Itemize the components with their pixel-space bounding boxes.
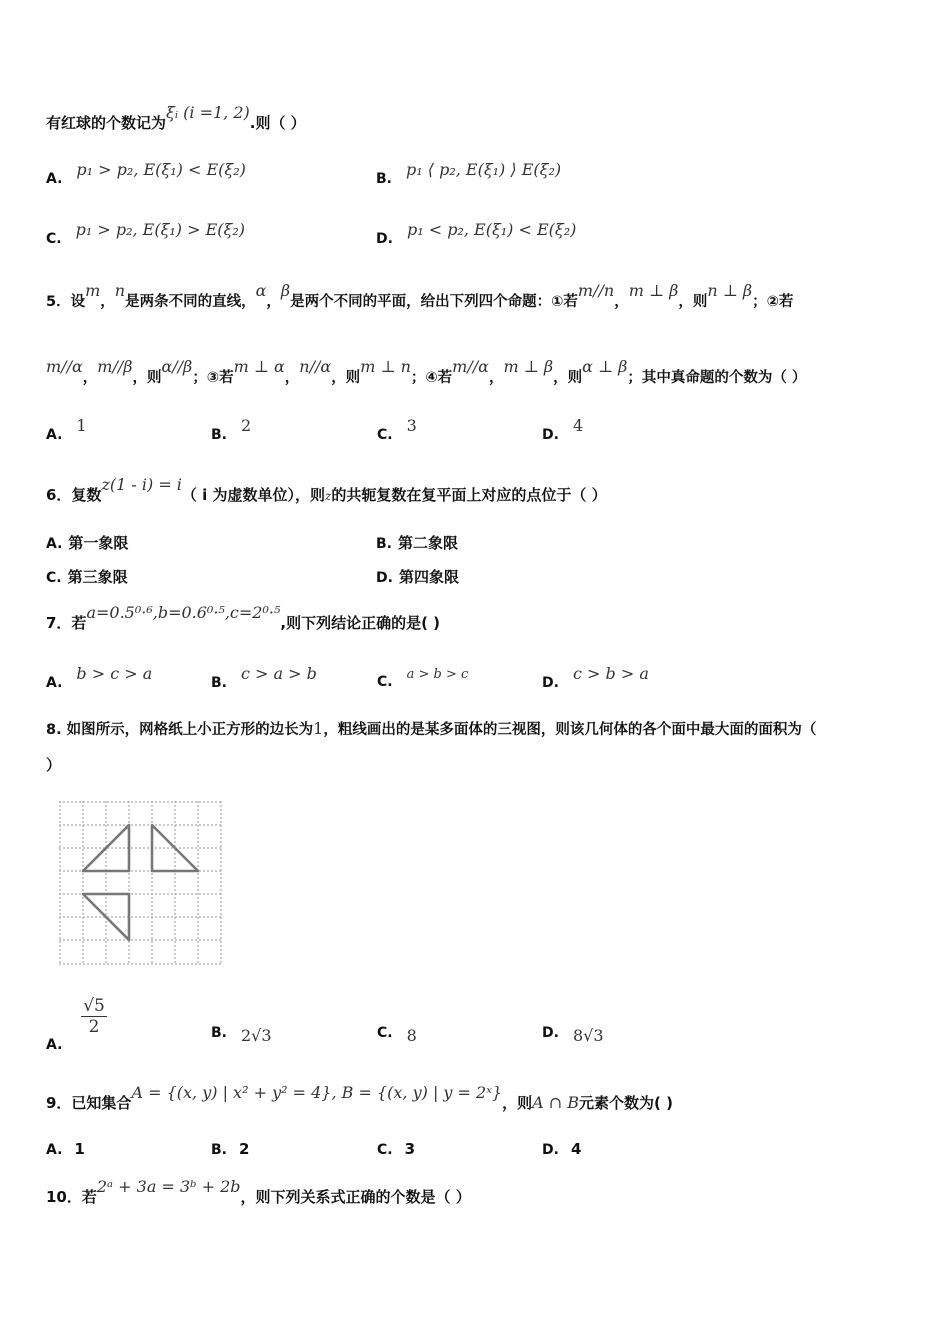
option-label: A. xyxy=(46,1142,63,1158)
text: ；②若 xyxy=(752,294,794,310)
q6-option-b xyxy=(376,532,458,553)
math-cond: m ⊥ β xyxy=(628,281,679,300)
q6-option-a xyxy=(46,532,128,553)
option-label: A. xyxy=(46,675,63,691)
math-m: m xyxy=(85,281,101,300)
option-label: D. xyxy=(376,570,393,586)
option-value: 第三象限 xyxy=(67,568,128,586)
option-label: B. xyxy=(211,1142,227,1158)
text: ,则下列结论正确的是( ) xyxy=(280,614,441,632)
q4-stem-text: 有红球的个数记为 xyxy=(46,114,167,132)
sep: ， xyxy=(266,294,281,310)
q5-option-d xyxy=(542,416,584,443)
math-beta: β xyxy=(280,281,291,300)
q4-stem xyxy=(46,103,306,133)
math-cond: α ⊥ β xyxy=(582,357,628,376)
q5-stem-line1 xyxy=(46,281,794,311)
text: 8. 如图所示，网格纸上小正方形的边长为 xyxy=(46,722,314,738)
grid-lines xyxy=(59,801,221,965)
option-label: D. xyxy=(542,1142,559,1158)
option-label: A. xyxy=(46,171,63,187)
option-value: c > b > a xyxy=(572,664,649,683)
option-label: C. xyxy=(46,570,62,586)
three-view-grid-figure xyxy=(56,798,224,968)
option-label: C. xyxy=(377,1025,393,1041)
option-value: 3 xyxy=(406,416,417,435)
math-cond: m ⊥ n xyxy=(360,357,411,376)
q5-stem-line2 xyxy=(46,357,807,387)
text: 是两个不同的平面，给出下列四个命题：①若 xyxy=(290,294,578,310)
option-value: b > c > a xyxy=(76,664,153,683)
text: 是两条不同的直线， xyxy=(125,294,256,310)
option-value: 4 xyxy=(570,1140,582,1158)
q4-option-d xyxy=(376,220,577,247)
sep: ， xyxy=(82,370,98,386)
option-label: A. xyxy=(46,536,63,552)
text: ） xyxy=(46,756,62,774)
q5-option-b xyxy=(211,416,252,443)
text: ，则 xyxy=(331,370,361,386)
math-sets: A = {(x, y) | x² + y² = 4}, B = {(x, y) | y = 2ˣ} xyxy=(131,1083,503,1102)
q9-option-d xyxy=(542,1140,581,1158)
sep: ， xyxy=(488,370,504,386)
option-value: 3 xyxy=(404,1140,416,1158)
option-value: p₁ > p₂, E(ξ₁) < E(ξ₂) xyxy=(76,160,246,179)
option-value: 2 xyxy=(239,1140,250,1158)
q9-number: 9．已知集合 xyxy=(46,1094,132,1112)
q8-stem-line2 xyxy=(46,754,61,775)
option-value: p₁ > p₂, E(ξ₁) > E(ξ₂) xyxy=(75,220,246,239)
front-view-triangle xyxy=(83,825,129,871)
q9-stem xyxy=(46,1083,673,1113)
option-label: B. xyxy=(376,171,392,187)
q4-option-c xyxy=(46,220,246,247)
q6-option-d xyxy=(376,566,459,587)
text: ；④若 xyxy=(410,370,453,386)
option-value: 8√3 xyxy=(572,1026,604,1045)
option-value: 1 xyxy=(76,416,87,435)
q8-option-b xyxy=(211,1022,272,1045)
q9-option-b xyxy=(211,1140,249,1158)
option-value: c > a > b xyxy=(241,664,317,683)
text: ，则 xyxy=(502,1094,533,1112)
text: ；其中真命题的个数为（ ） xyxy=(627,370,807,386)
q7-stem xyxy=(46,603,441,633)
text: ；③若 xyxy=(192,370,234,386)
q6-stem xyxy=(46,475,607,505)
math-cond: α//β xyxy=(161,357,193,376)
q10-stem xyxy=(46,1177,471,1207)
text: ，则 xyxy=(553,370,583,386)
text: ，则 xyxy=(132,370,162,386)
math-cond: n ⊥ β xyxy=(707,281,753,300)
q4-option-b xyxy=(376,160,562,187)
option-label: B. xyxy=(211,1025,227,1041)
math-cond: m ⊥ β xyxy=(503,357,554,376)
q4-option-a xyxy=(46,160,246,187)
text: ，则 xyxy=(678,294,708,310)
q7-option-a xyxy=(46,664,153,691)
q7-option-d xyxy=(542,664,649,691)
option-value: 2 xyxy=(241,416,252,435)
option-value: 8 xyxy=(406,1026,417,1045)
option-value-fraction xyxy=(81,996,107,1037)
q9-option-c xyxy=(377,1140,415,1158)
sep: ， xyxy=(284,370,300,386)
sep: ， xyxy=(614,294,629,310)
math-cond: m ⊥ α xyxy=(233,357,285,376)
option-label: A. xyxy=(46,427,63,443)
math-expr: z(1 - i) = i xyxy=(101,475,182,494)
q8-option-c xyxy=(377,1022,417,1045)
math-z: z xyxy=(325,489,332,503)
option-value: 第二象限 xyxy=(398,534,459,552)
option-label: B. xyxy=(211,675,227,691)
q8-option-d xyxy=(542,1022,604,1045)
option-label: D. xyxy=(376,231,393,247)
math-expr: a=0.5⁰·⁶,b=0.6⁰·⁵,c=2⁰·⁵ xyxy=(86,603,281,622)
option-label: A. xyxy=(46,1037,63,1053)
q7-number: 7．若 xyxy=(46,614,87,632)
option-value: 2√3 xyxy=(241,1026,272,1045)
sep: ， xyxy=(100,294,115,310)
text: ，则下列关系式正确的个数是（ ） xyxy=(240,1188,471,1206)
option-label: D. xyxy=(542,675,559,691)
q7-option-c xyxy=(377,667,469,690)
math-intersection: A ∩ B xyxy=(532,1093,579,1112)
q10-number: 10．若 xyxy=(46,1188,97,1206)
option-value: 第一象限 xyxy=(68,534,129,552)
q5-option-c xyxy=(377,416,417,443)
q7-option-b xyxy=(211,664,317,691)
option-label: C. xyxy=(377,674,393,690)
math-cond: m//α xyxy=(46,357,83,376)
fraction-denominator: 2 xyxy=(88,1017,100,1037)
q8-option-a xyxy=(46,996,107,1053)
option-label: D. xyxy=(542,427,559,443)
math-equation: 2ᵃ + 3a = 3ᵇ + 2b xyxy=(96,1177,241,1196)
q6-option-c xyxy=(46,566,128,587)
math-cond: m//α xyxy=(452,357,489,376)
q4-stem-post: .则（ ） xyxy=(249,114,306,132)
math-cond: m//β xyxy=(97,357,133,376)
option-label: C. xyxy=(377,427,393,443)
q8-stem-line1 xyxy=(46,718,816,739)
option-label: D. xyxy=(542,1025,559,1041)
math-n: n xyxy=(114,281,126,300)
option-value: 第四象限 xyxy=(398,568,459,586)
math-one: 1 xyxy=(313,719,324,738)
fraction-numerator: √5 xyxy=(83,996,105,1016)
text: （ i 为虚数单位），则 xyxy=(181,486,326,504)
math-cond: n//α xyxy=(299,357,332,376)
math-alpha: α xyxy=(255,281,267,300)
q5-option-a xyxy=(46,416,87,443)
q4-stem-math: ξᵢ (i =1, 2) xyxy=(166,103,250,122)
option-value: 4 xyxy=(572,416,584,435)
option-label: C. xyxy=(46,231,62,247)
option-value: a > b > c xyxy=(406,667,469,682)
text: 的共轭复数在复平面上对应的点位于（ ） xyxy=(331,486,607,504)
text: 元素个数为( ) xyxy=(578,1094,673,1112)
option-value: p₁ < p₂, E(ξ₁) < E(ξ₂) xyxy=(406,220,577,239)
option-label: C. xyxy=(377,1142,393,1158)
option-value: p₁ ⟨ p₂, E(ξ₁) ⟩ E(ξ₂) xyxy=(406,160,562,179)
text: ，粗线画出的是某多面体的三视图，则该几何体的各个面中最大面的面积为（ xyxy=(323,722,817,738)
option-label: B. xyxy=(211,427,227,443)
q9-option-a xyxy=(46,1140,85,1158)
math-cond: m//n xyxy=(577,281,615,300)
q5-number: 5．设 xyxy=(46,294,86,310)
q6-number: 6．复数 xyxy=(46,486,102,504)
option-label: B. xyxy=(376,536,392,552)
option-value: 1 xyxy=(74,1140,85,1158)
